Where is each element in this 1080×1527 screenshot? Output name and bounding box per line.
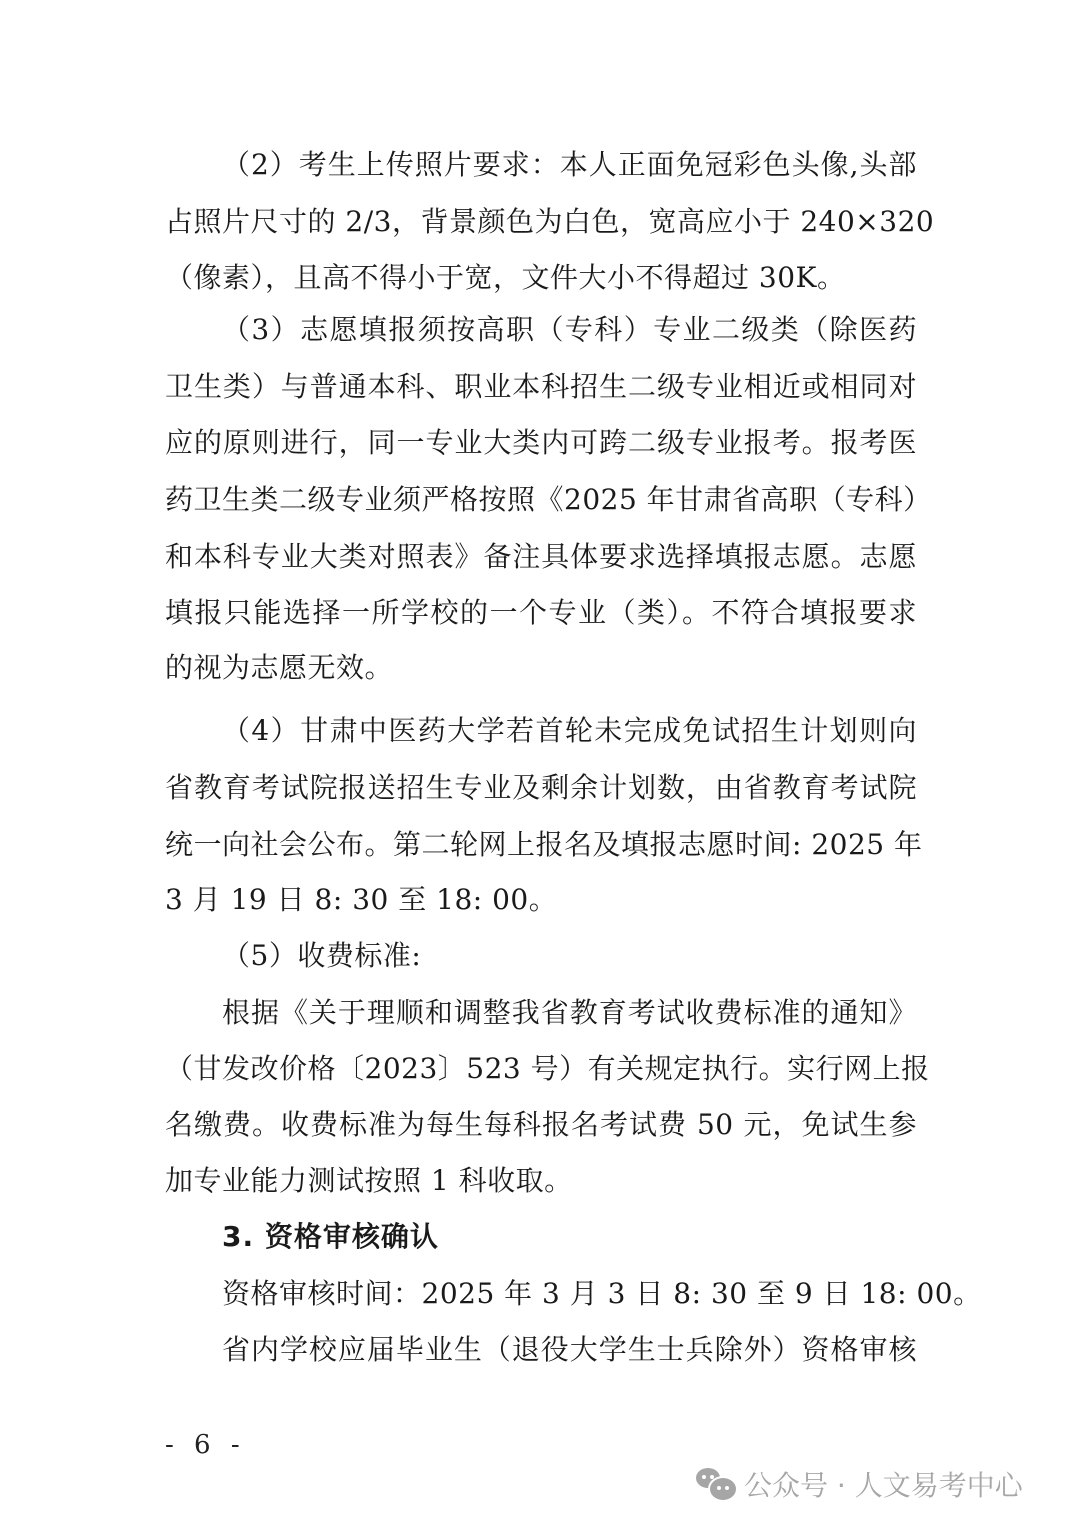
wechat-icon (696, 1466, 736, 1502)
text-line: 加专业能力测试按照 1 科收取。 (165, 1164, 573, 1197)
text-line: 应的原则进行，同一专业大类内可跨二级专业报考。报考医 (165, 426, 917, 459)
text-line: （3）志愿填报须按高职（专科）专业二级类（除医药 (222, 313, 917, 346)
text-line: 3 月 19 日 8: 30 至 18: 00。 (165, 883, 558, 916)
text-line: 占照片尺寸的 2/3，背景颜色为白色，宽高应小于 240×320 (165, 205, 935, 238)
text-line: （甘发改价格〔2023〕523 号）有关规定执行。实行网上报 (165, 1052, 930, 1085)
text-line: 资格审核时间：2025 年 3 月 3 日 8: 30 至 9 日 18: 00。 (222, 1277, 982, 1310)
text-line: （2）考生上传照片要求：本人正面免冠彩色头像,头部 (222, 148, 917, 181)
text-line: 名缴费。收费标准为每生每科报名考试费 50 元，免试生参 (165, 1108, 917, 1141)
text-line: 省教育考试院报送招生专业及剩余计划数，由省教育考试院 (165, 771, 917, 804)
wechat-watermark (696, 1464, 1023, 1504)
text-line: 统一向社会公布。第二轮网上报名及填报志愿时间: 2025 年 (165, 828, 923, 861)
page-number: - 6 - (165, 1430, 246, 1460)
section-heading: 3. 资格审核确认 (222, 1220, 439, 1253)
text-line: 卫生类）与普通本科、职业本科招生二级专业相近或相同对 (165, 370, 917, 403)
text-line: 填报只能选择一所学校的一个专业（类）。不符合填报要求 (165, 596, 917, 629)
text-line: （像素），且高不得小于宽，文件大小不得超过 30K。 (165, 261, 846, 294)
watermark-text: 公众号 · 人文易考中心 (744, 1469, 1023, 1502)
text-line: 的视为志愿无效。 (165, 651, 394, 684)
text-line: 药卫生类二级专业须严格按照《2025 年甘肃省高职（专科） (165, 483, 932, 516)
text-line: 和本科专业大类对照表》备注具体要求选择填报志愿。志愿 (165, 540, 917, 573)
text-line: （4）甘肃中医药大学若首轮未完成免试招生计划则向 (222, 714, 917, 747)
text-line: （5）收费标准: (222, 939, 422, 972)
text-line: 省内学校应届毕业生（退役大学生士兵除外）资格审核 (222, 1333, 917, 1366)
text-line: 根据《关于理顺和调整我省教育考试收费标准的通知》 (222, 996, 917, 1029)
